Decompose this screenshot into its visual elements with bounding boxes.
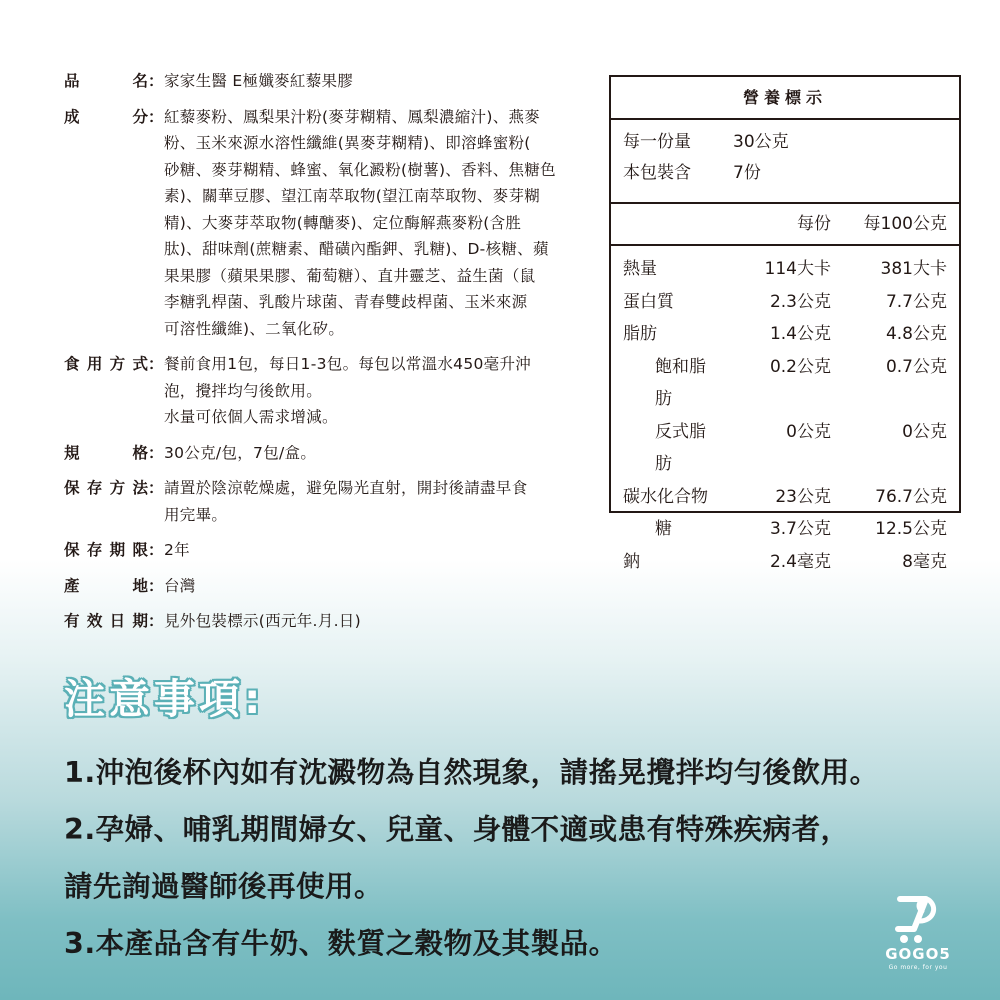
label-char: 保 [64, 541, 80, 559]
label-char: 地 [132, 576, 148, 595]
nutrition-row [623, 513, 947, 546]
nutrition-row [623, 286, 947, 319]
brand-tagline: Go more, for you [888, 964, 948, 971]
spec-colon: ： [148, 612, 164, 630]
label-char: 有 [64, 612, 80, 630]
spec-label [64, 104, 148, 343]
spec-line: 2年 [164, 541, 190, 559]
nutrition-row [623, 546, 947, 579]
nutrient-per-100g: 0公克 [902, 421, 947, 442]
nutrition-serving [611, 120, 959, 204]
nutrient-per-serving: 0.2公克 [769, 356, 831, 377]
label-char: 分 [132, 107, 148, 126]
nutrient-per-serving: 3.7公克 [769, 519, 831, 539]
spec-line: 果果膠（蘋果果膠、葡萄糖）、直井靈芝、益生菌（鼠 [164, 266, 536, 285]
nutrient-name: 蛋白質 [623, 291, 674, 312]
nutrient-name: 熱量 [623, 259, 657, 279]
cart-logo-icon [886, 885, 950, 949]
spec-line: 水量可依個人需求增減。 [164, 408, 338, 426]
notice-list [64, 744, 984, 972]
spec-line: 素)、關華豆膠、望江南萃取物(望江南萃取物、麥芽糊 [164, 187, 541, 205]
header-per-100g: 每100公克 [863, 214, 947, 234]
spec-line: 家家生醫 E極孅麥紅藜果膠 [164, 72, 354, 90]
spec-label [64, 440, 148, 467]
spec-row-origin [64, 573, 594, 600]
label-char: 效 [86, 612, 103, 630]
spec-label [64, 351, 148, 431]
spec-line: 泡，攪拌均勻後飲用。 [164, 381, 323, 400]
nutrient-per-serving: 0公克 [786, 421, 831, 442]
nutrition-row [623, 253, 947, 286]
spec-value [164, 440, 594, 467]
spec-value [164, 351, 594, 431]
spec-label [64, 68, 148, 95]
spec-label [64, 608, 148, 635]
nutrition-row [623, 416, 947, 481]
spec-line: 李糖乳桿菌、乳酸片球菌、青春雙歧桿菌、玉米來源 [164, 293, 528, 311]
spec-value [164, 573, 594, 600]
spec-colon: ： [148, 576, 164, 595]
nutrient-name: 脂肪 [623, 324, 657, 344]
nutrient-per-100g: 76.7公克 [875, 486, 947, 507]
servings-row [623, 158, 947, 189]
spec-line: 精)、大麥芽萃取物(轉醣麥)、定位酶解燕麥粉(含胜 [164, 213, 522, 232]
spec-value [164, 68, 594, 95]
label-char: 規 [64, 443, 80, 462]
nutrient-per-100g: 8毫克 [902, 551, 947, 572]
nutrition-row [623, 318, 947, 351]
nutrient-per-serving: 2.4毫克 [769, 551, 831, 572]
nutrition-header [611, 204, 959, 246]
nutrient-name: 糖 [655, 519, 672, 539]
spec-colon: ： [148, 541, 164, 559]
nutrient-name: 飽和脂肪 [655, 356, 706, 409]
spec-label [64, 573, 148, 600]
spec-row-expiry [64, 608, 594, 635]
spec-row-name [64, 68, 594, 95]
spec-line: 肽)、甜味劑(蔗糖素、醋磺內酯鉀、乳糖)、D-核糖、蘋 [164, 240, 549, 258]
label-char: 期 [132, 612, 148, 630]
serving-size-row [623, 127, 947, 158]
nutrient-per-100g: 0.7公克 [885, 356, 947, 377]
spec-value [164, 537, 594, 564]
nutrient-per-100g: 12.5公克 [875, 519, 947, 539]
label-char: 品 [64, 72, 80, 90]
servings-value: 7份 [733, 163, 761, 183]
notice-line: 3.本產品含有牛奶、麩質之穀物及其製品。 [64, 927, 618, 960]
spec-colon: ： [148, 443, 164, 462]
spec-line: 請置於陰涼乾燥處，避免陽光直射，開封後請盡早食 [164, 479, 528, 497]
spec-label [64, 475, 148, 528]
spec-line: 用完畢。 [164, 505, 228, 524]
label-char: 產 [64, 576, 80, 595]
label-char: 限 [132, 541, 148, 559]
nutrition-rows [611, 246, 959, 578]
label-char: 方 [109, 355, 126, 373]
label-char: 格 [132, 443, 148, 462]
header-per-serving: 每份 [797, 214, 831, 234]
spec-value [164, 475, 594, 528]
notice-line: 1.沖泡後杯內如有沈澱物為自然現象，請搖晃攪拌均勻後飲用。 [64, 756, 879, 789]
spec-row-usage [64, 351, 594, 431]
nutrition-title: 營養標示 [611, 77, 959, 120]
spec-row-shelf-life [64, 537, 594, 564]
label-char: 成 [64, 107, 80, 126]
label-char: 法 [132, 479, 148, 497]
spec-line: 砂糖、麥芽糊精、蜂蜜、氧化澱粉(樹薯)、香料、焦糖色 [164, 160, 556, 179]
nutrient-per-100g: 4.8公克 [885, 324, 947, 344]
notice-line: 請先詢過醫師後再使用。 [64, 870, 384, 903]
nutrient-per-serving: 23公克 [775, 486, 831, 507]
nutrient-per-100g: 381大卡 [880, 259, 947, 279]
spec-colon: ： [148, 107, 164, 126]
spec-line: 台灣 [164, 576, 196, 595]
label-char: 式 [132, 355, 148, 373]
spec-row-ingredients [64, 104, 594, 343]
spec-colon: ： [148, 479, 164, 497]
nutrient-per-100g: 7.7公克 [885, 291, 947, 312]
spec-label [64, 537, 148, 564]
label-char: 期 [109, 541, 126, 559]
serving-size-label: 每一份量 [623, 132, 691, 152]
label-char: 日 [109, 612, 126, 630]
label-char: 用 [86, 355, 103, 373]
nutrition-table [609, 75, 961, 572]
nutrient-name: 碳水化合物 [623, 486, 708, 507]
brand-name: GOGO5 [885, 945, 951, 963]
serving-size-value: 30公克 [733, 132, 789, 152]
spec-value [164, 608, 594, 635]
spec-line: 紅藜麥粉、鳳梨果汁粉(麥芽糊精、鳳梨濃縮汁)、燕麥 [164, 107, 541, 126]
label-char: 存 [86, 541, 103, 559]
header-blank [623, 204, 721, 244]
label-char: 食 [64, 355, 80, 373]
spec-line: 30公克/包，7包/盒。 [164, 443, 317, 462]
servings-label: 本包裝含 [623, 163, 691, 183]
nutrient-per-serving: 2.3公克 [769, 291, 831, 312]
spec-colon: ： [148, 355, 164, 373]
label-char: 存 [86, 479, 103, 497]
nutrient-per-serving: 1.4公克 [769, 324, 831, 344]
spec-row-size [64, 440, 594, 467]
product-spec [64, 68, 594, 644]
nutrient-name: 反式脂肪 [655, 421, 706, 474]
spec-line: 粉、玉米來源水溶性纖維(異麥芽糊精)、即溶蜂蜜粉( [164, 134, 531, 152]
nutrient-name: 鈉 [623, 551, 640, 572]
spec-line: 見外包裝標示(西元年.月.日) [164, 612, 361, 630]
label-char: 名 [132, 72, 148, 90]
nutrition-row [623, 351, 947, 416]
label-char: 方 [109, 479, 126, 497]
spec-colon: ： [148, 72, 164, 90]
notice-line: 2.孕婦、哺乳期間婦女、兒童、身體不適或患有特殊疾病者， [64, 813, 850, 846]
nutrition-row [623, 481, 947, 514]
spec-line: 餐前食用1包，每日1-3包。每包以常溫水450毫升沖 [164, 355, 532, 373]
spec-line: 可溶性纖維)、二氧化矽。 [164, 319, 345, 338]
nutrient-per-serving: 114大卡 [764, 259, 831, 279]
spec-value [164, 104, 594, 343]
spec-row-storage [64, 475, 594, 528]
brand-logo [873, 885, 963, 980]
notice-title: 注意事項: [64, 675, 265, 723]
label-char: 保 [64, 479, 80, 497]
